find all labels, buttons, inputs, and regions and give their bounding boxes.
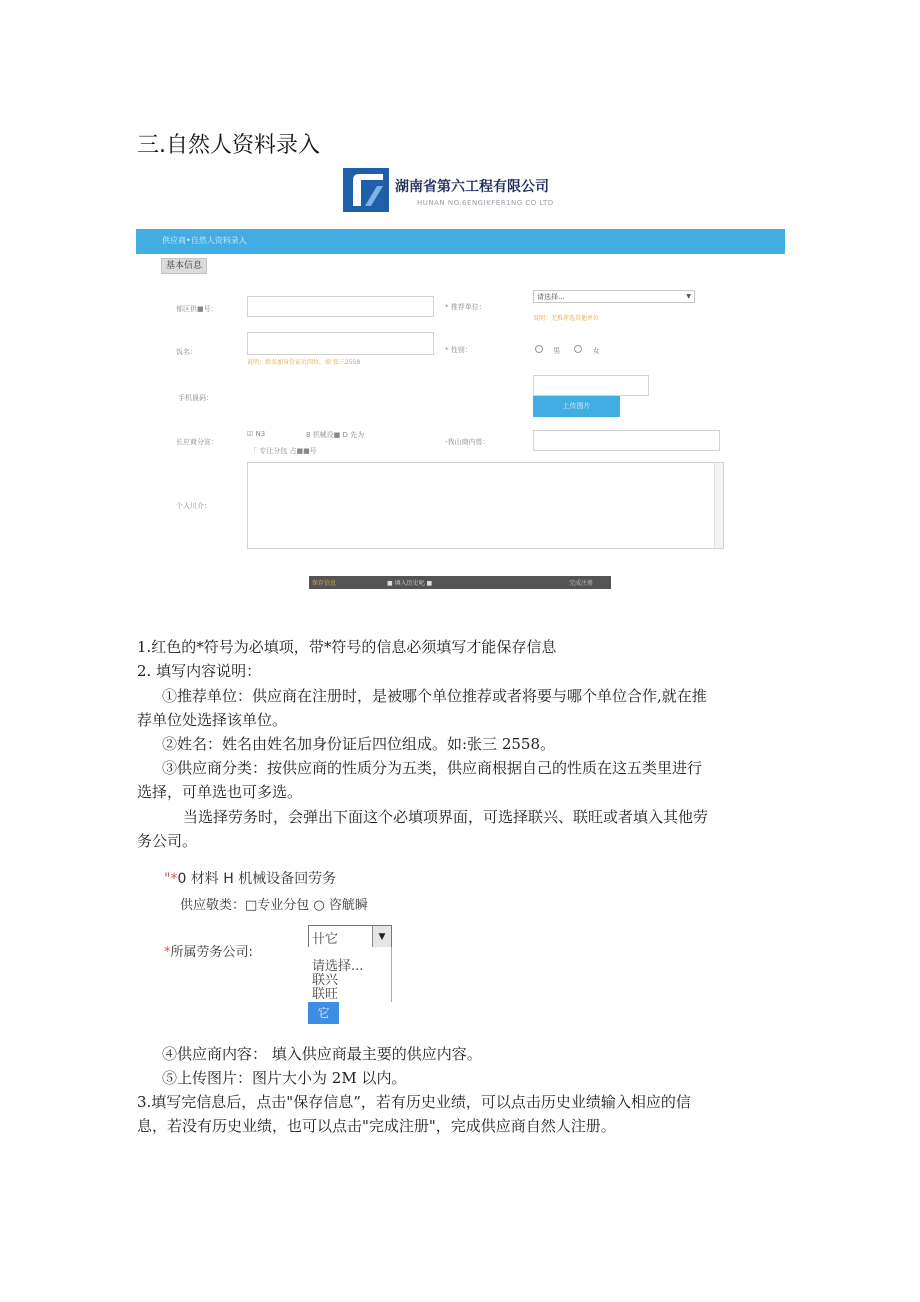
labor-company-label xyxy=(164,941,253,960)
breadcrumb-bar xyxy=(136,229,785,254)
gender-label: * 性别： xyxy=(445,346,472,354)
logo-name-cn: 湖南省第六工程有限公司 xyxy=(395,179,549,195)
textarea-scrollbar[interactable] xyxy=(714,463,723,548)
save-info-button[interactable]: 保存信息 xyxy=(312,580,337,587)
name-input[interactable] xyxy=(247,332,434,355)
popup-category-text: 0 材料 H 机械设备回劳务 xyxy=(177,871,337,887)
recommend-select-value: 请选择... xyxy=(537,293,565,301)
phone-label: 手机晟码： xyxy=(178,394,213,402)
gender-female-label: 女 xyxy=(592,347,600,355)
popup-supply-type: 供应敬类：□专业分包 ○ 咨觥瞬 xyxy=(180,898,368,913)
history-button[interactable]: ■ 填入历史叱 ■ xyxy=(387,580,433,587)
category-option-machinery[interactable]: 8 机械设■ D 先为 xyxy=(306,431,365,439)
intro-textarea[interactable] xyxy=(247,462,724,549)
radio-female[interactable] xyxy=(574,345,582,353)
category-option-material[interactable]: ☑ N3 xyxy=(247,430,266,438)
gender-male-label: 男 xyxy=(553,347,561,355)
instruction-line: ④供应商内容： 填入供应商最主要的供应内容。 xyxy=(162,1045,482,1063)
labor-company-label-text: 所属劳务公司: xyxy=(170,945,253,960)
labor-company-select[interactable] xyxy=(308,925,392,949)
upload-preview xyxy=(533,375,649,396)
company-logo xyxy=(343,168,583,216)
name-note: 说明：姓名加身份证后四位，如 张三2558 xyxy=(247,359,361,366)
category-label: 长应商分宣： xyxy=(176,438,218,446)
category-option-subcontract[interactable]: 「 专让分包 占■■号 xyxy=(250,447,317,455)
page-heading: 三.自然人资料录入 xyxy=(137,133,320,158)
instruction-line: ①推荐单位：供应商在注册时，是被哪个单位推荐或者将要与哪个单位合作,就在推 xyxy=(162,687,707,705)
upload-image-button[interactable]: 上传图片 xyxy=(533,396,620,417)
tab-basic-info[interactable]: 基本信息 xyxy=(161,258,207,274)
option-lianwang[interactable]: 联旺 xyxy=(312,987,339,1002)
radio-male[interactable] xyxy=(535,345,543,353)
recommend-label: * 推荐单位： xyxy=(445,303,486,311)
instruction-line: ⑤上传图片：图片大小为 2M 以内。 xyxy=(162,1069,407,1087)
popup-required-marker: "* xyxy=(164,871,178,887)
instruction-line: 选择，可单选也可多选。 xyxy=(137,783,303,801)
instruction-line: ②姓名：姓名由姓名加身份证后四位组成。如:张三 2558。 xyxy=(162,735,555,753)
logo-mark-icon xyxy=(343,168,389,212)
intro-label: 个人川介： xyxy=(176,502,211,510)
id-label: 郁区供■号： xyxy=(176,305,218,313)
option-please-select[interactable]: 请选择... xyxy=(312,959,364,974)
option-other-selected[interactable]: 它 xyxy=(308,1002,339,1024)
instruction-line: 荐单位处选择该单位。 xyxy=(137,711,288,729)
recommend-note: 说明：无推荐选其他单位 xyxy=(533,315,600,322)
breadcrumb: 供应商•自然人资料录入 xyxy=(162,236,247,245)
labor-company-select-value: 卄它 xyxy=(312,932,339,947)
instruction-line: 当选择劳务时，会弹出下面这个必填项界面，可选择联兴、联旺或者填入其他劳 xyxy=(183,808,709,826)
content-input[interactable] xyxy=(533,430,720,451)
instruction-line: ③供应商分类：按供应商的性质分为五类，供应商根据自己的性质在这五类里进行 xyxy=(162,759,703,777)
instruction-line: 务公司。 xyxy=(137,832,198,850)
instruction-line: 1.红色的*符号为必填项，带*符号的信息必须填写才能保存信息 xyxy=(137,638,557,656)
instruction-line: 息，若没有历史业绩，也可以点击"完成注册"，完成供应商自然人注册。 xyxy=(137,1117,616,1135)
popup-category-row xyxy=(164,868,336,888)
instruction-line: 3.填写完信息后，点击"保存信息”，若有历史业绩，可以点击历史业绩输入相应的信 xyxy=(137,1093,691,1111)
complete-register-button[interactable]: 完成注册 xyxy=(569,580,594,587)
required-marker: * xyxy=(164,945,171,960)
gender-options xyxy=(535,345,600,356)
option-lianxing[interactable]: 联兴 xyxy=(312,973,339,988)
name-label: 饭名： xyxy=(176,348,197,356)
content-label: -我山商内兽： xyxy=(445,438,490,446)
id-input[interactable] xyxy=(247,296,434,317)
labor-company-options xyxy=(308,947,392,1002)
chevron-down-icon: ▼ xyxy=(686,293,691,300)
logo-name-en: HUNAN NO.6ENGIKFER1NG CO LTD xyxy=(417,199,554,207)
recommend-select[interactable] xyxy=(533,290,695,303)
chevron-down-icon[interactable]: ▼ xyxy=(372,926,391,948)
form-footer-bar xyxy=(309,576,611,589)
instruction-line: 2. 填写内容说明： xyxy=(137,662,262,680)
